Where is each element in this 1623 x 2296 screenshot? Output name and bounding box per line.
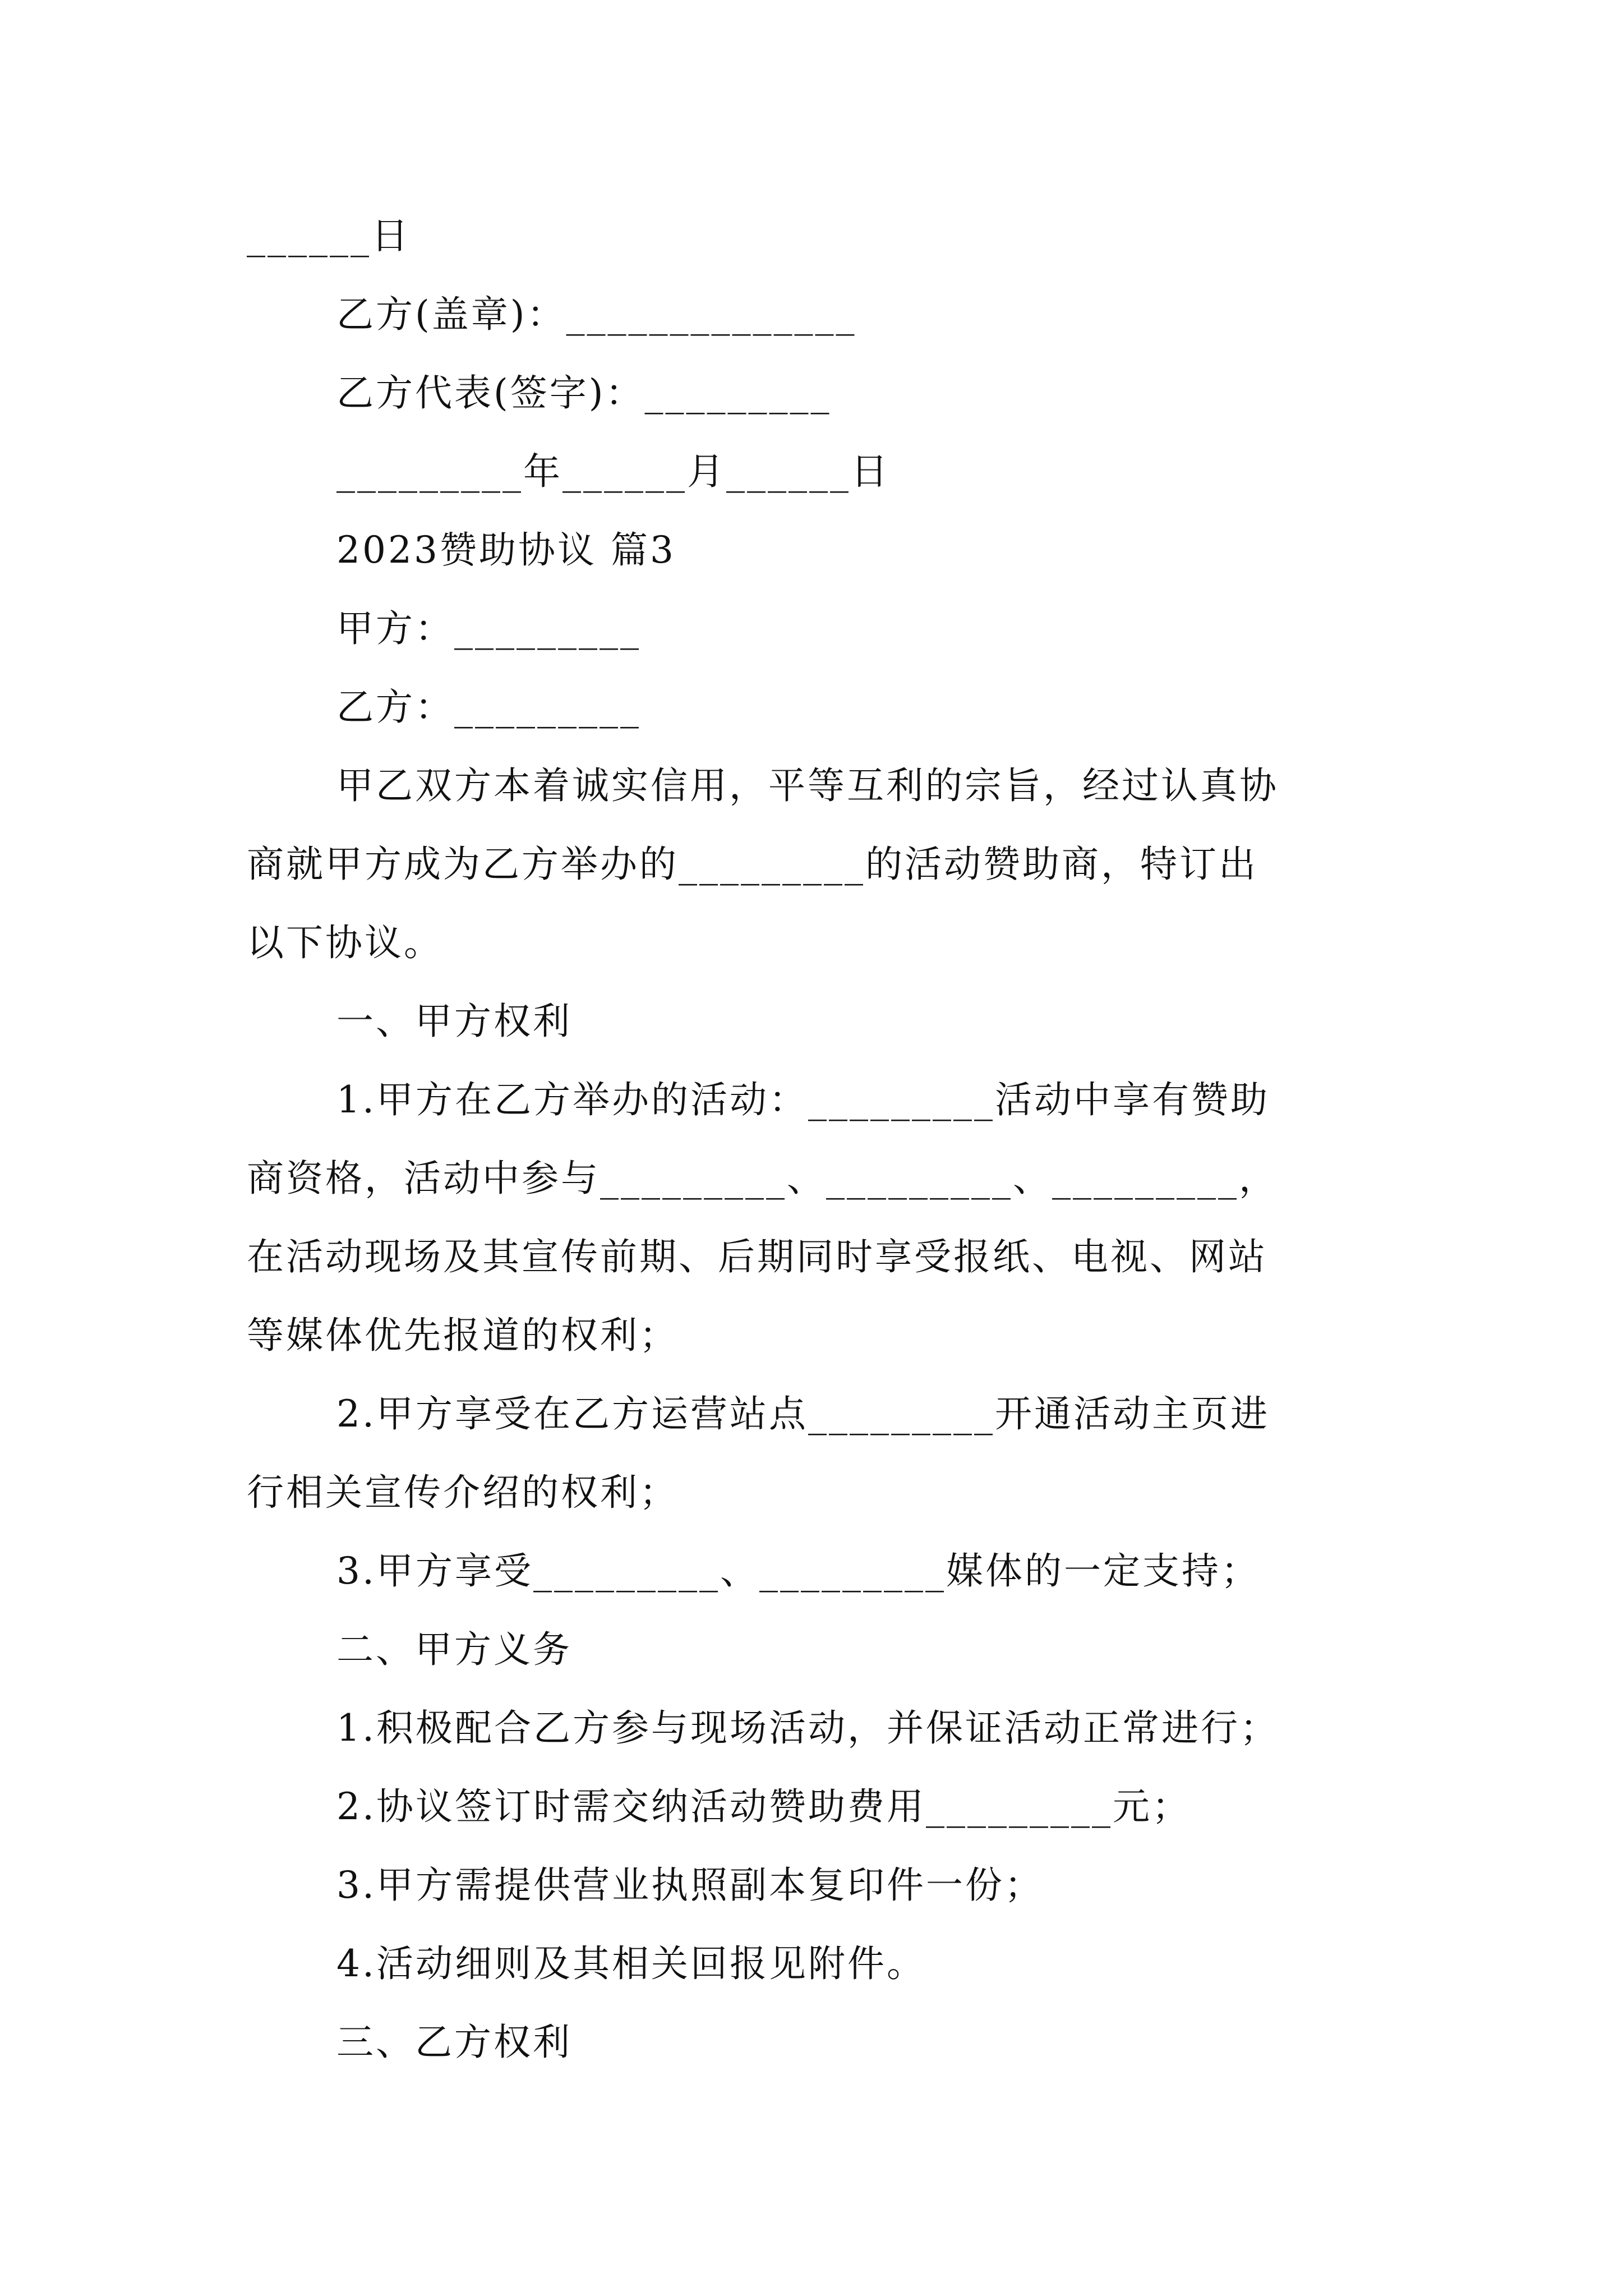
signing-date-line: _________年______月______日 [336, 450, 890, 493]
party-b-representative-line: 乙方代表(签字)：_________ [336, 371, 832, 415]
party-a-rights-item-1-line-4: 等媒体优先报道的权利； [247, 1314, 679, 1357]
date-day-line: ______日 [247, 214, 411, 257]
party-a-line: 甲方：_________ [336, 607, 641, 650]
party-a-obligations-item-2: 2.协议签订时需交纳活动赞助费用_________元； [336, 1785, 1191, 1828]
heading-party-b-rights: 三、乙方权利 [336, 2021, 572, 2064]
party-a-obligations-item-3: 3.甲方需提供营业执照副本复印件一份； [336, 1864, 1044, 1907]
party-b-line: 乙方：_________ [336, 685, 641, 729]
section-heading-agreement-3: 2023赞助协议 篇3 [336, 528, 676, 572]
party-a-rights-item-1-line-1: 1.甲方在乙方举办的活动：_________活动中享有赞助 [336, 1078, 1270, 1121]
intro-paragraph-line-2: 商就甲方成为乙方举办的_________的活动赞助商，特订出 [247, 843, 1258, 886]
intro-paragraph-line-1: 甲乙双方本着诚实信用，平等互利的宗旨，经过认真协 [336, 764, 1279, 807]
party-a-rights-item-2-line-1: 2.甲方享受在乙方运营站点_________开通活动主页进 [336, 1392, 1270, 1435]
party-a-rights-item-3: 3.甲方享受_________、_________媒体的一定支持； [336, 1549, 1260, 1593]
party-a-rights-item-2-line-2: 行相关宣传介绍的权利； [247, 1471, 679, 1514]
heading-party-a-obligations: 二、甲方义务 [336, 1628, 572, 1671]
party-b-seal-line: 乙方(盖章)：______________ [336, 293, 857, 336]
party-a-rights-item-1-line-2: 商资格，活动中参与_________、_________、_________， [247, 1157, 1278, 1200]
party-a-obligations-item-4: 4.活动细则及其相关回报见附件。 [336, 1942, 926, 1985]
intro-paragraph-line-3: 以下协议。 [247, 921, 443, 964]
party-a-obligations-item-1: 1.积极配合乙方参与现场活动，并保证活动正常进行； [336, 1706, 1279, 1750]
party-a-rights-item-1-line-3: 在活动现场及其宣传前期、后期同时享受报纸、电视、网站 [247, 1235, 1267, 1278]
heading-party-a-rights: 一、甲方权利 [336, 1000, 572, 1043]
